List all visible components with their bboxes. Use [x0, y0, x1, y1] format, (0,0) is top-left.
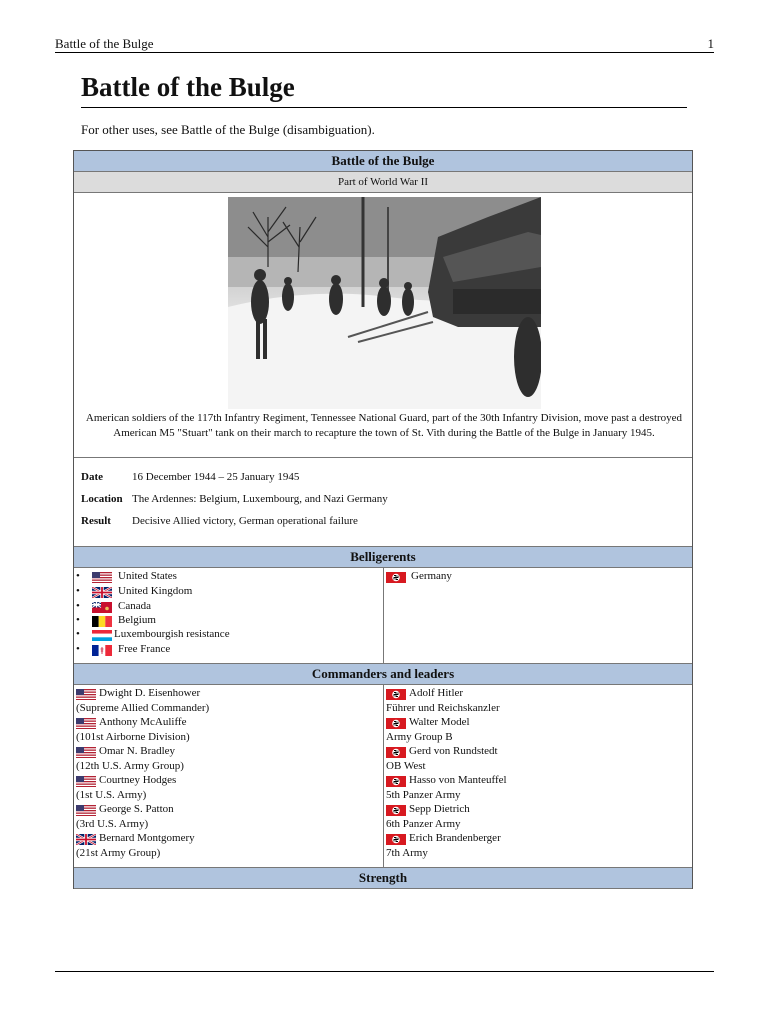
- commander-role-text: (Supreme Allied Commander): [76, 701, 210, 714]
- bullet: •: [76, 628, 80, 640]
- free-france-flag-icon: [92, 645, 112, 656]
- belligerent-name[interactable]: United Kingdom: [118, 585, 193, 597]
- infobox-subtitle: Part of World War II: [74, 172, 692, 193]
- belligerent-name[interactable]: Luxembourgish resistance: [114, 628, 230, 640]
- commander-name[interactable]: Anthony McAuliffe: [99, 716, 187, 728]
- infobox-title: Battle of the Bulge: [74, 151, 692, 172]
- fact-value: 16 December 1944 – 25 January 1945: [132, 471, 300, 483]
- commander-role-text: (12th U.S. Army Group): [76, 759, 184, 772]
- belligerents-axis: [384, 568, 692, 663]
- commanders-axis: [384, 685, 692, 867]
- canada-flag-icon: [92, 602, 112, 613]
- commander-name[interactable]: Gerd von Rundstedt: [409, 745, 498, 757]
- germany-flag-icon: [386, 689, 406, 700]
- commander-name[interactable]: Erich Brandenberger: [409, 832, 501, 844]
- uk-flag-icon: [92, 587, 112, 598]
- us-flag-icon: [92, 572, 112, 583]
- commanders-heading: Commanders and leaders: [74, 663, 692, 685]
- us-flag-icon: [76, 805, 96, 816]
- commander-name[interactable]: Adolf Hitler: [409, 687, 464, 699]
- belligerent-name[interactable]: Belgium: [118, 614, 156, 626]
- photo-caption: American soldiers of the 117th Infantry Regiment, Tennessee National Guard, part of the 30th Infantry Division, move past a destroyed American M5 "Stuart" tank on their march to recapture the town of St. Vith during the Battle of the Bulge in January 1945.: [85, 412, 683, 439]
- commander-role-text: Army Group B: [386, 730, 453, 743]
- belligerent-name[interactable]: Canada: [118, 600, 151, 612]
- commander-role-text: OB West: [386, 759, 426, 772]
- belligerent-name[interactable]: Free France: [118, 643, 171, 655]
- uk-flag-icon: [76, 834, 96, 845]
- commander-role-text: 5th Panzer Army: [386, 788, 461, 801]
- fact-label: Date: [81, 471, 103, 483]
- us-flag-icon: [76, 718, 96, 729]
- commander-role-text: Führer und Reichskanzler: [386, 701, 500, 714]
- commander-role-text: 7th Army: [386, 846, 428, 859]
- running-header: [55, 36, 714, 53]
- germany-flag-icon: [386, 834, 406, 845]
- commander-name[interactable]: Hasso von Manteuffel: [409, 774, 507, 786]
- commander-name[interactable]: Courtney Hodges: [99, 774, 177, 786]
- us-flag-icon: [76, 747, 96, 758]
- commander-role-text: (21st Army Group): [76, 846, 161, 859]
- commander-name[interactable]: George S. Patton: [99, 803, 174, 815]
- us-flag-icon: [76, 689, 96, 700]
- commander-role-text: 6th Panzer Army: [386, 817, 461, 830]
- germany-flag-icon: [386, 805, 406, 816]
- strength-heading: Strength: [74, 867, 692, 889]
- fact-label: Location: [81, 493, 123, 505]
- footer-rule: [55, 971, 714, 972]
- bullet: •: [76, 600, 80, 612]
- fact-value: The Ardennes: Belgium, Luxembourg, and Nazi Germany: [132, 493, 388, 505]
- commander-name[interactable]: Omar N. Bradley: [99, 745, 176, 757]
- belligerents-allied: [74, 568, 384, 663]
- fact-label: Result: [81, 515, 111, 527]
- belligerent-name[interactable]: United States: [118, 570, 177, 582]
- commanders-allied: [74, 685, 384, 867]
- commander-role-text: (101st Airborne Division): [76, 730, 190, 743]
- bullet: •: [76, 570, 80, 582]
- luxembourg-flag-icon: [92, 630, 112, 641]
- commander-role-text: (1st U.S. Army): [76, 788, 147, 801]
- divider: [74, 457, 692, 458]
- commander-name[interactable]: Dwight D. Eisenhower: [99, 687, 201, 699]
- belgium-flag-icon: [92, 616, 112, 627]
- commander-name[interactable]: Sepp Dietrich: [409, 803, 470, 815]
- commander-role-text: (3rd U.S. Army): [76, 817, 149, 830]
- page-number: 1: [707, 36, 714, 51]
- battle-photo: [228, 197, 541, 409]
- belligerents-heading: Belligerents: [74, 546, 692, 568]
- germany-flag-icon: [386, 747, 406, 758]
- germany-flag-icon: [386, 718, 406, 729]
- germany-flag-icon: [386, 572, 406, 583]
- bullet: •: [76, 585, 80, 597]
- us-flag-icon: [76, 776, 96, 787]
- commander-name[interactable]: Bernard Montgomery: [99, 832, 195, 844]
- page-title: Battle of the Bulge: [81, 72, 687, 108]
- fact-value: Decisive Allied victory, German operational failure: [132, 515, 358, 527]
- infobox: [73, 150, 693, 889]
- bullet: •: [76, 643, 80, 655]
- germany-flag-icon: [386, 776, 406, 787]
- running-title: Battle of the Bulge: [55, 36, 154, 51]
- bullet: •: [76, 614, 80, 626]
- belligerent-name[interactable]: Germany: [411, 570, 452, 582]
- hatnote: For other uses, see Battle of the Bulge (disambiguation).: [81, 122, 375, 137]
- commander-name[interactable]: Walter Model: [409, 716, 470, 728]
